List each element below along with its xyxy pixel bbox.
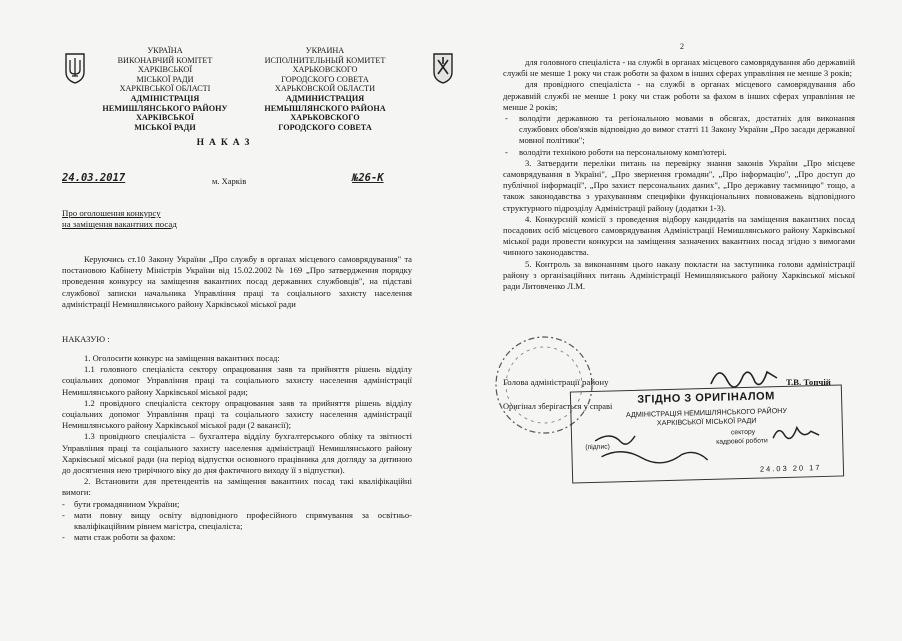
requirement-bullet: - володіти технікою роботи на персональному комп'ютері. (503, 147, 855, 158)
order-paragraph: 1.3 провідного спеціаліста – бухгалтера відділу бухгалтерського обліку та звітності Управління праці та соціального захисту населення адміністрації Немишлянського району Харківської міської ради (на період відпустки основного працівника для догляду за дитиною до досягнення нею трирічного віку до дня фактичного виходу її з відпустки). (62, 431, 412, 476)
header-ru-bold-line: НЕМЫШЛЯНСКОГО РАЙОНА (264, 103, 386, 113)
page-number: 2 (680, 42, 684, 51)
stamp-initials-scribble-icon (771, 421, 822, 444)
orders-label: НАКАЗУЮ : (62, 334, 110, 344)
subject-line: Про оголошення конкурсу (62, 208, 161, 218)
header-ua-bold-line: МІСЬКОЇ РАДИ (134, 122, 196, 132)
header-ru-line: ХАРЬКОВСКОГО (292, 65, 358, 75)
handwritten-date: 24.03.2017 (62, 172, 126, 184)
city: м. Харків (212, 176, 247, 186)
stamp-line: ХАРКІВСЬКОЇ МІСЬКОЇ РАДИ (656, 415, 757, 428)
stamp-post: сектору (730, 428, 756, 437)
certified-copy-stamp (570, 384, 844, 483)
order-items (62, 353, 412, 543)
requirement-paragraph: для провідного спеціаліста - на службі в органах місцевого самоврядування або державній службі не менше 1 року чи стаж роботи за фахом в інших сферах управління не менше 2 років; (503, 79, 855, 112)
header-ru-bold-line: ХАРЬКОВСКОГО (290, 113, 360, 123)
header-ua-line: ХАРКІВСЬКОЇ ОБЛАСТІ (119, 84, 211, 94)
order-paragraph: 1.1 головного спеціаліста сектору опрацювання заяв та прийняття рішень відділу соціальних допомог Управління праці та соціального захисту населення адміністрації Немишлянського району Харківської міської ради; (62, 364, 412, 397)
requirement-bullet: - володіти державною та регіональною мовами в обсягах, достатніх для виконання службових обов'язків відповідно до вимог статті 11 Закону України „Про засади державної мовної політики"; (503, 113, 855, 147)
header-ua-line: ВИКОНАВЧИЙ КОМІТЕТ (117, 55, 213, 65)
subject-line: на заміщення вакантних посад (62, 219, 177, 229)
stamp-date: 24.03 20 17 (759, 463, 822, 474)
requirement-bullet: - бути громадянином України; (62, 499, 412, 510)
header-ru-line: ХАРЬКОВСКОЙ ОБЛАСТИ (274, 84, 376, 94)
header-ua-bold-line: НЕМИШЛЯНСЬКОГО РАЙОНУ (102, 103, 228, 113)
order-subject (62, 208, 177, 230)
city-coat-of-arms-icon (432, 52, 454, 84)
order-paragraph: 3. Затвердити переліки питань на перевірку знання законів України „Про місцеве самоврядування в Україні", „Про звернення громадян", „Про інформацію", „Про доступ до публічної інформації", „Про захист персональних даних", „Про державну таємницю" тощо, а також законодавства з урахуванням специфіки функціональних повноважень відповідного структурного підрозділу Адміністрації району (додатки 1-3). (503, 157, 855, 213)
right-page-body (503, 57, 855, 292)
stamp-line: АДМІНІСТРАЦІЯ НЕМИШЛЯНСЬКОГО РАЙОНУ (625, 405, 788, 420)
header-ua-line: МІСЬКОЇ РАДИ (136, 74, 194, 84)
stamp-sign-label: (підпис) (585, 443, 610, 452)
order-paragraph: 4. Конкурсній комісії з проведення відбору кандидатів на заміщення вакантних посад посадових осіб місцевого самоврядування Адміністрації Немишлянського району Харківської міської ради провести конкурси на заміщення зазначених вакантних посад згідно з вимогами чинного законодавства. (503, 213, 855, 258)
order-paragraph: 1. Оголосити конкурс на заміщення вакантних посад: (84, 353, 280, 363)
header-ru-bold-line: АДМИНИСТРАЦИЯ (285, 93, 365, 103)
signature-name: Т.В. Топчій (786, 377, 831, 387)
handwritten-order-number: №26-К (352, 172, 384, 184)
header-ua-line: ХАРКІВСЬКОЇ (137, 65, 193, 75)
requirement-paragraph: для головного спеціаліста - на службі в органах місцевого самоврядування або державній службі не менше 1 року чи стаж роботи за фахом в інших сферах управління не менше 3 років; (503, 57, 855, 79)
stamp-signature-scribble-icon (591, 426, 712, 473)
trident-coat-of-arms-icon (64, 52, 86, 84)
header-ua-bold-line: АДМІНІСТРАЦІЯ (130, 93, 200, 103)
header-ua-line: УКРАЇНА (147, 46, 183, 55)
requirement-bullet: - мати повну вищу освіту відповідного професійного спрямування за освітньо-кваліфікаційним рівнем магістра, спеціаліста; (62, 510, 412, 532)
order-title: НАКАЗ (196, 138, 255, 148)
header-ru-line: ГОРОДСКОГО СОВЕТА (281, 74, 369, 84)
requirement-bullet: - мати стаж роботи за фахом: (62, 532, 412, 543)
order-paragraph: 1.2 провідного спеціаліста сектору опрацювання заяв та прийняття рішень відділу соціальних допомог Управління праці та соціального захисту населення адміністрації Немишлянського району Харківської міської ради (2 вакансії); (62, 397, 412, 431)
stamp-title: ЗГІДНО З ОРИГІНАЛОМ (637, 390, 775, 406)
header-ru-line: ИСПОЛНИТЕЛЬНЫЙ КОМИТЕТ (264, 55, 386, 65)
order-paragraph: 2. Встановити для претендентів на заміщення вакантних посад такі кваліфікаційні вимоги: (62, 476, 412, 498)
right-page (451, 0, 902, 641)
header-ua-bold-line: ХАРКІВСЬКОЇ (135, 113, 195, 123)
signature-role: Голова адміністрації району (503, 377, 609, 387)
header-russian (240, 46, 410, 132)
header-ru-bold-line: ГОРОДСКОГО СОВЕТА (278, 122, 372, 132)
header-ukrainian (90, 46, 240, 132)
stamp-department: кадрової роботи (716, 437, 768, 446)
original-note: Оригінал зберігається у справі (503, 402, 613, 411)
order-paragraph: 5. Контроль за виконанням цього наказу покласти на заступника голови адміністрації району з організаційних питань Адміністрації Немишлянського району Харківської міської ради Литовченко Л.М. (503, 258, 855, 292)
header-ru-line: УКРАИНА (305, 46, 345, 55)
intro-paragraph: Керуючись ст.10 Закону України „Про службу в органах місцевого самоврядування" та постановою Кабінету Міністрів України від 15.02.2002 № 169 „Про затвердження порядку проведення конкурсу на заміщення вакантних посад державних службовців", на підставі службової записки начальника Управління праці та соціального захисту населення адміністрації Немишлянського району Харківської міської ради (62, 254, 412, 309)
